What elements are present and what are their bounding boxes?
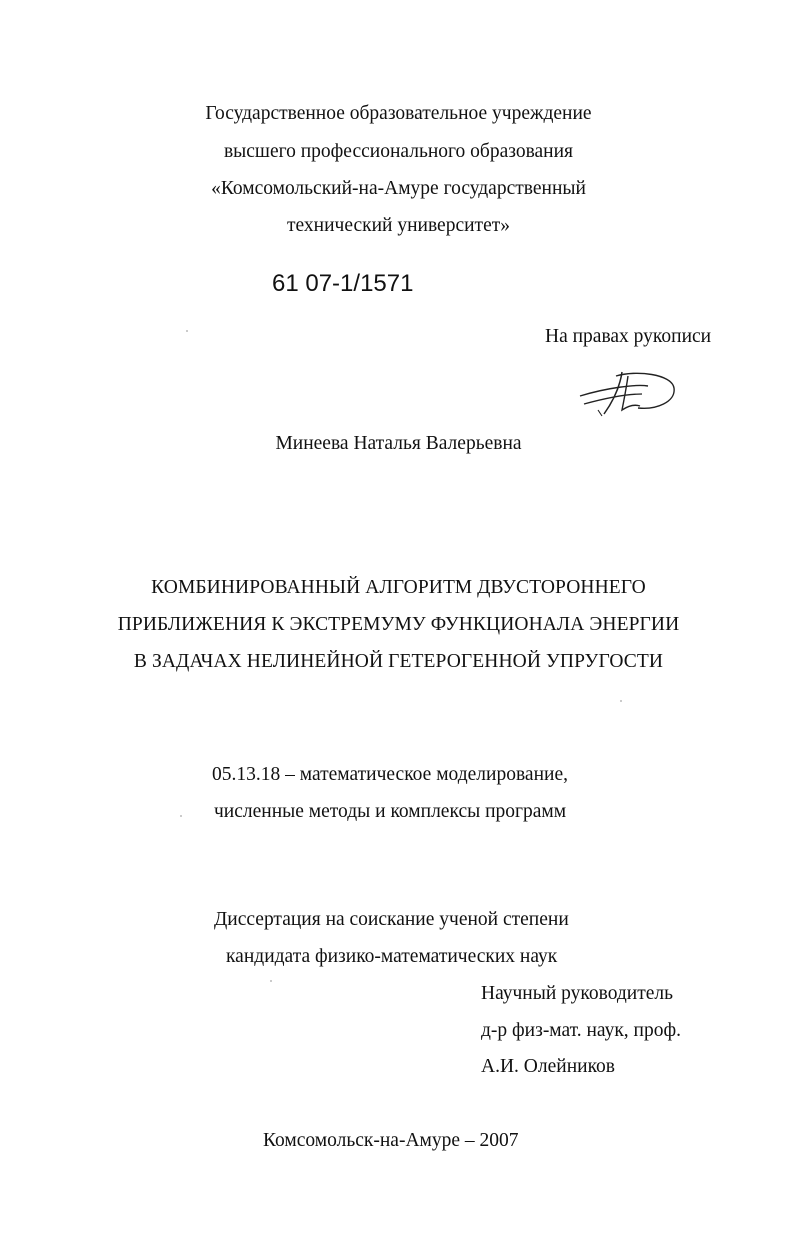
scan-speck	[620, 700, 622, 702]
scan-speck	[270, 980, 272, 982]
title-line-1: КОМБИНИРОВАННЫЙ АЛГОРИТМ ДВУСТОРОННЕГО	[151, 577, 646, 598]
specialty-line-1: 05.13.18 – математическое моделирование,	[212, 764, 568, 785]
institution-line-1: Государственное образовательное учреждение	[205, 103, 592, 124]
signature-icon	[576, 366, 680, 418]
city-year: Комсомольск-на-Амуре – 2007	[263, 1130, 519, 1151]
institution-line-2: высшего профессионального образования	[223, 141, 574, 162]
title-line-3: В ЗАДАЧАХ НЕЛИНЕЙНОЙ ГЕТЕРОГЕННОЙ УПРУГОСТИ	[133, 651, 664, 672]
supervisor-line-2: д-р физ-мат. наук, проф.	[481, 1020, 681, 1041]
rights-note: На правах рукописи	[545, 326, 712, 347]
institution-line-4: технический университет»	[286, 215, 511, 236]
scan-speck	[180, 815, 182, 817]
author-name: Минеева Наталья Валерьевна	[275, 433, 522, 454]
specialty-line-2: численные методы и комплексы программ	[214, 801, 567, 822]
degree-line-1: Диссертация на соискание ученой степени	[214, 909, 569, 930]
degree-line-2: кандидата физико-математических наук	[226, 946, 558, 967]
catalog-number: 61 07-1/1571	[272, 270, 414, 297]
supervisor-line-1: Научный руководитель	[481, 983, 674, 1004]
supervisor-line-3: А.И. Олейников	[481, 1056, 616, 1077]
scan-speck	[186, 330, 188, 332]
institution-line-3: «Комсомольский-на-Амуре государственный	[211, 178, 586, 199]
title-line-2: ПРИБЛИЖЕНИЯ К ЭКСТРЕМУМУ ФУНКЦИОНАЛА ЭНЕРГИИ	[117, 614, 680, 635]
